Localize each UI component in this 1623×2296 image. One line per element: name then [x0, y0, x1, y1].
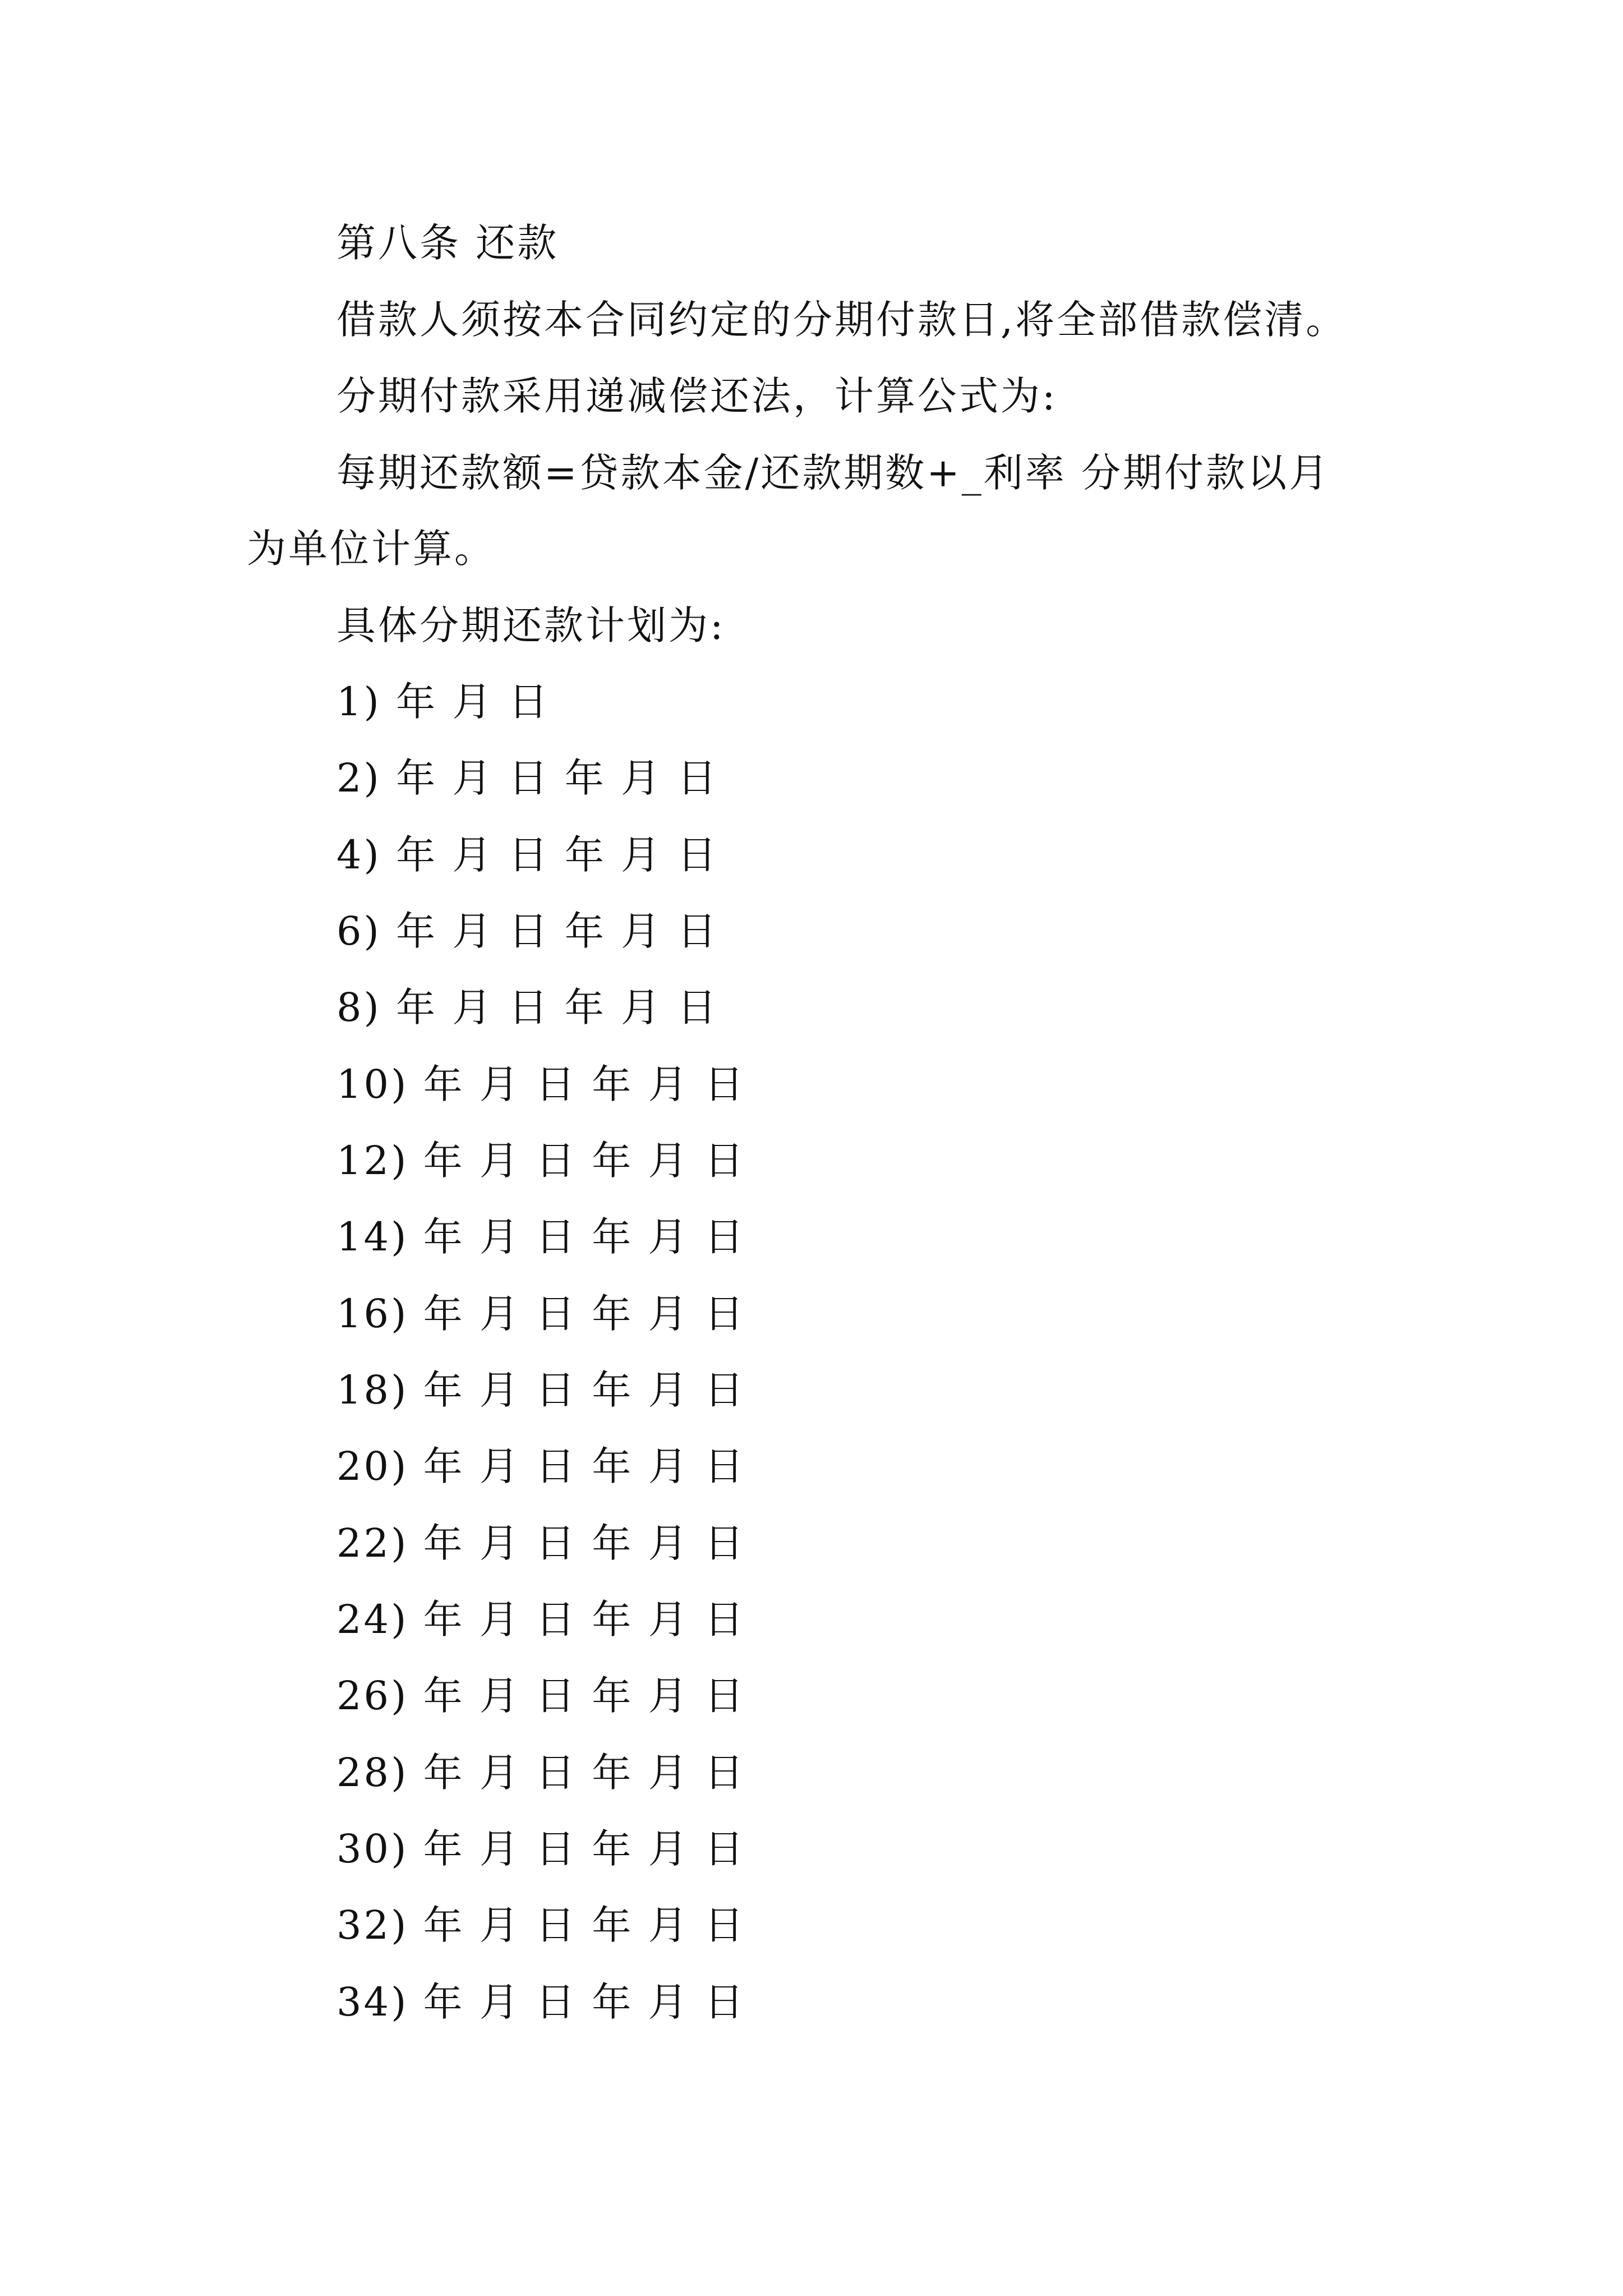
schedule-item: 6) 年 月 日 年 月 日 — [336, 908, 719, 954]
schedule-item: 10) 年 月 日 年 月 日 — [336, 1061, 746, 1107]
schedule-item: 30) 年 月 日 年 月 日 — [336, 1826, 746, 1872]
schedule-item: 12) 年 月 日 年 月 日 — [336, 1138, 746, 1184]
schedule-item: 20) 年 月 日 年 月 日 — [336, 1443, 746, 1489]
paragraph-method: 分期付款采用递减偿还法，计算公式为: — [336, 373, 1058, 419]
schedule-item: 8) 年 月 日 年 月 日 — [336, 984, 719, 1030]
schedule-item: 32) 年 月 日 年 月 日 — [336, 1902, 746, 1948]
schedule-item: 34) 年 月 日 年 月 日 — [336, 1979, 746, 2025]
schedule-item: 14) 年 月 日 年 月 日 — [336, 1214, 746, 1260]
paragraph-formula-continued: 为单位计算。 — [247, 526, 496, 572]
schedule-item: 18) 年 月 日 年 月 日 — [336, 1367, 746, 1413]
schedule-item: 1) 年 月 日 — [336, 679, 550, 725]
schedule-item: 2) 年 月 日 年 月 日 — [336, 755, 719, 801]
schedule-item: 22) 年 月 日 年 月 日 — [336, 1520, 746, 1566]
schedule-item: 4) 年 月 日 年 月 日 — [336, 832, 719, 878]
schedule-item: 28) 年 月 日 年 月 日 — [336, 1750, 746, 1796]
schedule-item: 16) 年 月 日 年 月 日 — [336, 1291, 746, 1337]
paragraph-repayment-rule: 借款人须按本合同约定的分期付款日,将全部借款偿清。 — [336, 297, 1348, 343]
schedule-item: 26) 年 月 日 年 月 日 — [336, 1673, 746, 1719]
paragraph-formula: 每期还款额=贷款本金/还款期数+_利率 分期付款以月 — [336, 450, 1331, 496]
paragraph-schedule-intro: 具体分期还款计划为: — [336, 602, 726, 648]
section-heading: 第八条 还款 — [336, 220, 559, 266]
schedule-item: 24) 年 月 日 年 月 日 — [336, 1596, 746, 1642]
